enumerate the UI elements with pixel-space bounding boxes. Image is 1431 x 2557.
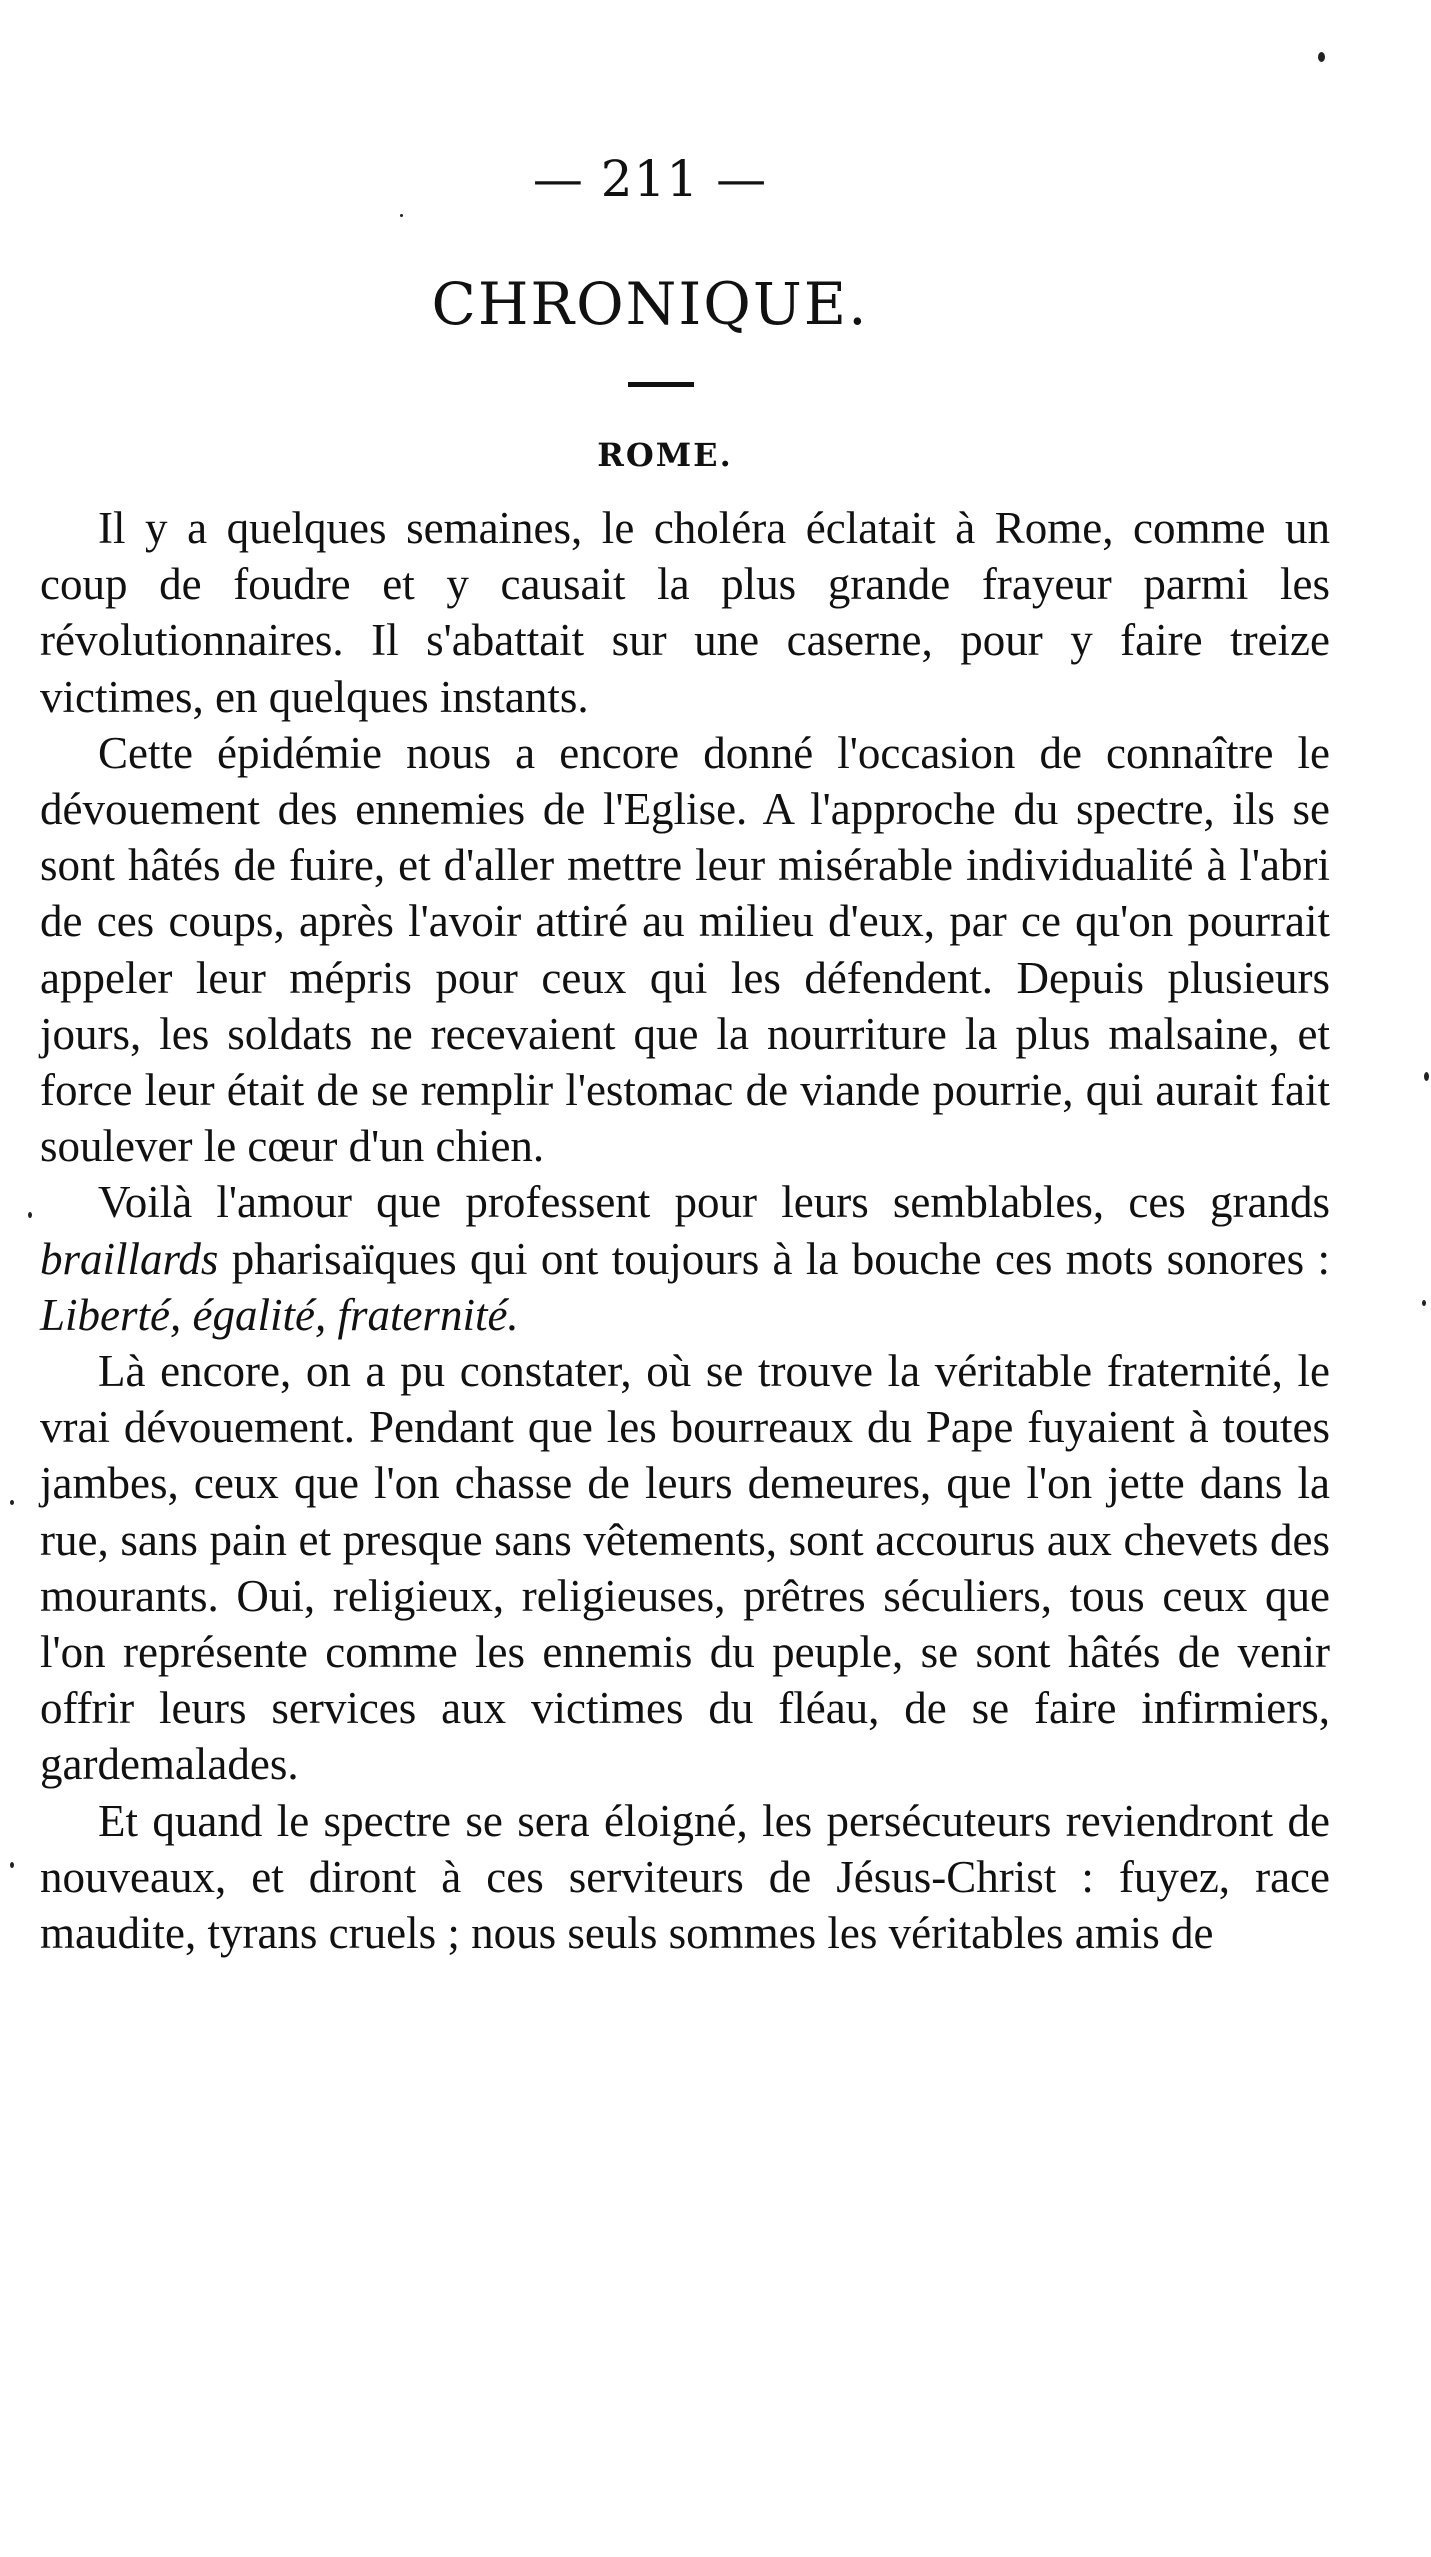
paragraph xyxy=(40,1793,1330,1962)
text-run: Et quand le spectre se sera éloigné, les persécuteurs reviendront de nouveaux, et diront à ces serviteurs de Jésus-Christ : fuyez, race maudite, tyrans cruels ; nous seuls sommes les véritables amis de xyxy=(40,1795,1330,1959)
section-heading: ROME. xyxy=(597,436,733,474)
body-text xyxy=(40,500,1330,1961)
text-run: Là encore, on a pu constater, où se trouve la véritable fraternité, le vrai dévouement. Pendant que les bourreaux du Pape fuyaient à toutes jambes, ceux que l'on chasse de leurs demeures, que l'on jette dans la rue, sans pain et presque sans vêtements, sont accourus aux chevets des mourants. Oui, religieux, religieuses, prêtres séculiers, tous ceux que l'on représente comme les ennemis du peuple, se sont hâtés de venir offrir leurs services aux victimes du fléau, de se faire infirmiers, gardemalades. xyxy=(40,1346,1330,1790)
title-rule xyxy=(628,382,694,387)
paragraph xyxy=(40,500,1330,725)
text-run: Voilà l'amour que professent pour leurs semblables, ces grands xyxy=(98,1177,1330,1228)
scan-speck xyxy=(1424,1072,1429,1081)
text-run: Cette épidémie nous a encore donné l'occasion de connaître le dévouement des ennemies de l'Eglise. A l'approche du spectre, ils se sont hâtés de fuire, et d'aller mettre leur misérable individualité à l'abri de ces coups, après l'avoir attiré au milieu d'eux, par ce qu'on pourrait appeler leur mépris pour ceux qui les défendent. Depuis plusieurs jours, les soldats ne recevaient que la nourriture la plus malsaine, et force leur était de se remplir l'estomac de viande pourrie, qui aurait fait soulever le cœur d'un chien. xyxy=(40,727,1330,1172)
italic-text-run: braillards xyxy=(40,1233,219,1284)
scan-speck xyxy=(1422,1300,1426,1306)
italic-text-run: Liberté, égalité, fraternité. xyxy=(40,1289,519,1340)
text-run: pharisaïques qui ont toujours à la bouche ces mots sonores : xyxy=(218,1233,1330,1284)
scan-speck xyxy=(1318,52,1325,62)
scan-speck xyxy=(28,1212,32,1218)
paragraph xyxy=(40,1174,1330,1343)
chapter-title: CHRONIQUE. xyxy=(431,270,869,338)
scan-speck xyxy=(400,214,403,217)
paragraph xyxy=(40,1343,1330,1793)
text-run: Il y a quelques semaines, le choléra éclatait à Rome, comme un coup de foudre et y causait la plus grande frayeur parmi les révolutionnaires. Il s'abattait sur une caserne, pour y faire treize victimes, en quelques instants. xyxy=(40,503,1330,722)
paragraph xyxy=(40,725,1330,1175)
page-number: — 211 — xyxy=(532,150,768,208)
scan-speck xyxy=(10,1862,14,1868)
scan-speck xyxy=(10,1500,14,1505)
